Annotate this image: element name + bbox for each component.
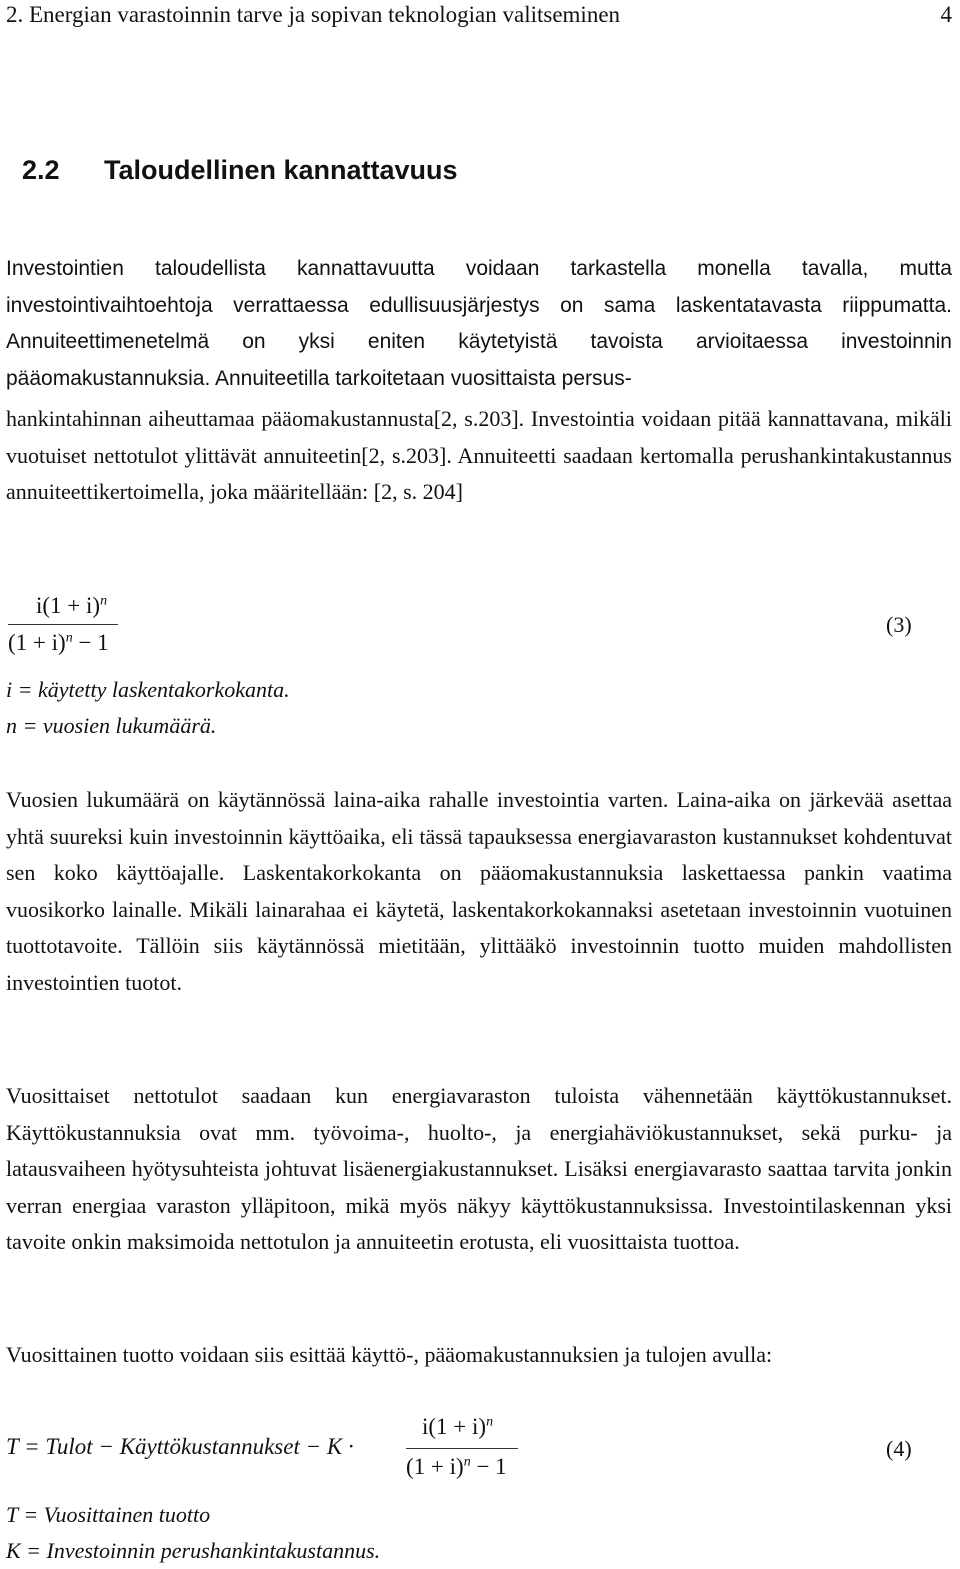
page-header <box>6 0 952 30</box>
paragraph-1-intro: Investointien taloudellista kannattavuutta voidaan tarkastella monella tavalla, mutta investointivaihtoehtoja verrattaessa edullisuusjärjestys on sama laskentatavasta riippumatta. Annuiteettimenetelmä on yksi eniten käytetyistä tavoista arvioitaessa investoinnin pääomakustannuksia. Annuiteetilla tarkoitetaan vuosittaista persus- <box>6 257 952 390</box>
paragraph-2: Vuosien lukumäärä on käytännössä laina-aika rahalle investointia varten. Laina-aika on järkevää asettaa yhtä suureksi kuin investoinnin käyttöaika, eli tässä tapauksessa energiavaraston kustannukset kohdentuvat sen koko käyttöajalle. Laskentakorkokanta on pääomakustannuksia laskettaessa pankin vaatima vuosikorko lainalle. Mikäli lainarahaa ei käytetä, laskentakorkokannaksi asetetaan investoinnin vuotuinen tuottotavoite. Tällöin siis käytännössä mietitään, ylittääkö investoinnin tuotto muiden mahdollisten investointien tuotot. <box>6 787 952 995</box>
eq4-definition-T: T = Vuosittainen tuotto <box>6 1502 211 1527</box>
eq3-fraction-line <box>8 624 118 625</box>
eq4-number: (4) <box>886 1436 912 1461</box>
eq3-definition-i: i = käytetty laskentakorkokanta. <box>6 677 290 702</box>
paragraph-4: Vuosittainen tuotto voidaan siis esittää käyttö-, pääomakustannuksien ja tulojen avulla: <box>6 1342 773 1367</box>
paragraph-1-continued: hankintahinnan aiheuttamaa pääomakustannusta[2, s.203]. Investointia voidaan pitää kannattavana, mikäli vuotuiset nettotulot ylittävät annuiteetin[2, s.203]. Annuiteetti saadaan kertomalla perushankintakustannus annuiteettikertoimella, joka määritellään: [2, s. 204] <box>6 406 952 504</box>
section-number: 2.2 <box>22 155 60 185</box>
eq3-denominator: $(1 + i)^n - 1$ <box>8 630 109 655</box>
eq4-fraction-line <box>406 1448 518 1449</box>
header-title: 2. Energian varastoinnin tarve ja sopivan teknologian valitseminen <box>6 2 621 27</box>
eq3-numerator: $i(1 + i)^n$ <box>36 593 108 618</box>
section-title: Taloudellinen kannattavuus <box>104 155 458 185</box>
eq4-definition-K: K = Investoinnin perushankintakustannus. <box>6 1538 381 1563</box>
eq3-number: (3) <box>886 612 912 637</box>
eq3-definition-n: n = vuosien lukumäärä. <box>6 713 217 738</box>
section-heading <box>22 150 458 190</box>
paragraph-3: Vuosittaiset nettotulot saadaan kun energiavaraston tuloista vähennetään käyttökustannukset. Käyttökustannuksia ovat mm. työvoima-, huolto-, ja energiahäviökustannukset, sekä purku- ja latausvaiheen hyötysuhteista johtuvat lisäenergiakustannukset. Lisäksi energiavarasto saattaa tarvita jonkin verran energiaa varaston ylläpitoon, mikä myös näkyy käyttökustannuksissa. Investointilaskennan yksi tavoite onkin maksimoida nettotulon ja annuiteetin erotusta, eli vuosittaista tuottoa. <box>6 1083 952 1254</box>
eq4-numerator: $i(1 + i)^n$ <box>422 1414 494 1439</box>
page-number: 4 <box>940 2 952 27</box>
eq4-lhs: T = Tulot − Käyttökustannukset − K · <box>6 1434 354 1459</box>
eq4-denominator: $(1 + i)^n - 1$ <box>406 1454 507 1479</box>
